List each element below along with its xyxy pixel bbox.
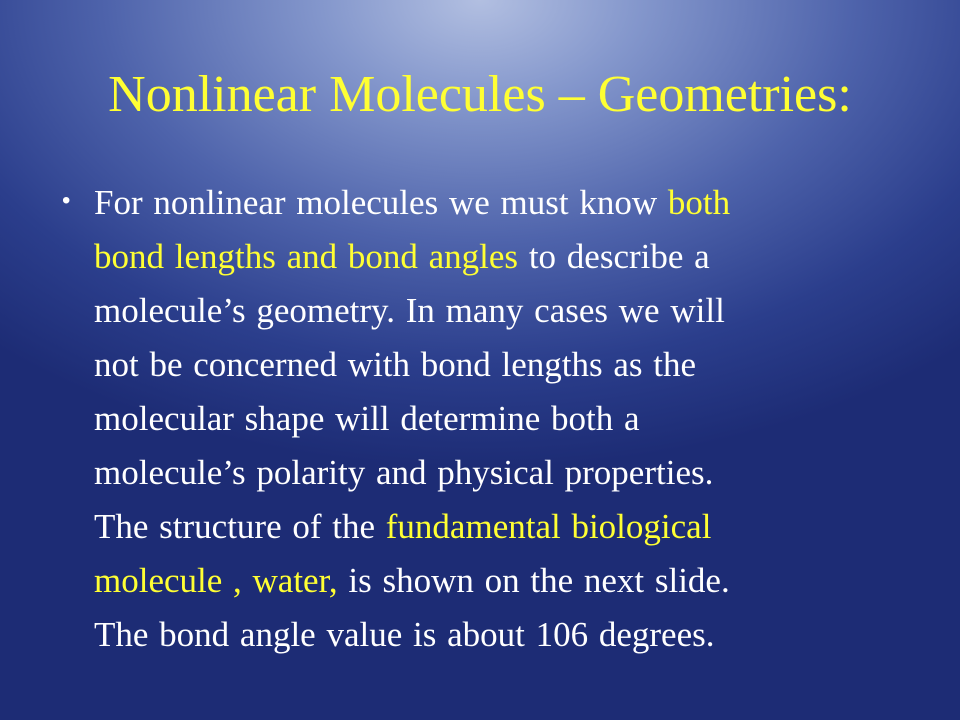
- bullet-paragraph: [94, 176, 954, 662]
- paragraph-line: [94, 392, 954, 446]
- line-text: For nonlinear molecules we must know: [94, 183, 668, 222]
- line-text: The bond angle value is about 106 degrees.: [94, 615, 715, 654]
- highlighted-text: both: [667, 183, 731, 222]
- bullet-icon: •: [62, 187, 71, 214]
- paragraph-line: [94, 608, 954, 662]
- highlighted-text: bond lengths and bond angles: [94, 237, 519, 276]
- line-text: molecule’s polarity and physical properties.: [94, 453, 714, 492]
- line-text: to describe a: [518, 237, 710, 276]
- paragraph-line: [94, 338, 954, 392]
- highlighted-text: fundamental biological: [385, 507, 712, 546]
- line-text: not be concerned with bond lengths as the: [94, 345, 697, 384]
- paragraph-line: [94, 284, 954, 338]
- paragraph-line: [94, 446, 954, 500]
- paragraph-line: [94, 176, 954, 230]
- line-text: The structure of the: [94, 507, 386, 546]
- slide-title: Nonlinear Molecules – Geometries:: [108, 66, 852, 123]
- paragraph-line: [94, 554, 954, 608]
- paragraph-line: [94, 500, 954, 554]
- line-text: molecular shape will determine both a: [94, 399, 640, 438]
- highlighted-text: molecule , water,: [94, 561, 338, 600]
- paragraph-line: [94, 230, 954, 284]
- line-text: molecule’s geometry. In many cases we will: [94, 291, 725, 330]
- line-text: is shown on the next slide.: [337, 561, 730, 600]
